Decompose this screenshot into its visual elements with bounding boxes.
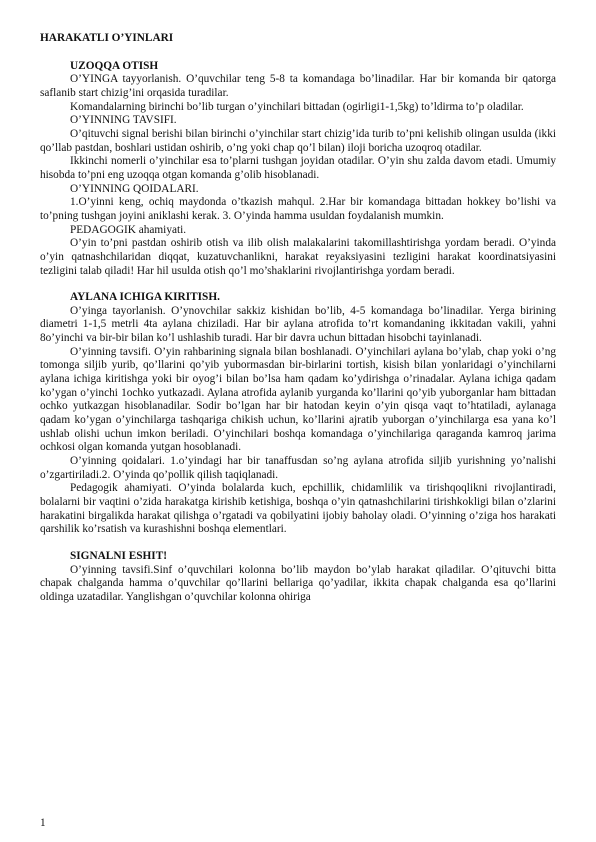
paragraph-heading: PEDAGOGIK ahamiyati. — [70, 223, 187, 236]
paragraph-heading: O’YINNING QOIDALARI. — [70, 182, 199, 195]
paragraph: 1.O’yinni keng, ochiq maydonda o’tkazish mahqul. 2.Har bir komandaga bittadan hokkey bo’lishi va to’pning tushgan joyini aniklashi kerak. 3. O’yinda hamma usuldan foydalanish mumkin. — [40, 196, 556, 222]
paragraph: O’yinning qoidalari. 1.o’yindagi har bir tanaffusdan so’ng aylana atrofida siljib yurishning yo’nalishi o’zgartiriladi.2. O’yinda qo’pollik qilish taqiqlanadi. — [40, 455, 556, 481]
section-aylana-ichiga-kiritish — [40, 291, 556, 537]
page-number: 1 — [40, 817, 46, 829]
section-title: SIGNALNI ESHIT! — [70, 549, 167, 562]
paragraph-heading: O’YINNING TAVSIFI. — [70, 114, 177, 127]
paragraph: Ikkinchi nomerli o’yinchilar esa to’plarni tushgan joyidan otadilar. O’yin shu zalda davom etadi. Umumiy hisobda to’pni eng uzoqqa otgan komanda g’olib hisoblanadi. — [40, 155, 556, 181]
section-signalni-eshit — [40, 550, 556, 605]
paragraph: O’yinning tavsifi.Sinf o’quvchilari kolonna bo’lib maydon bo’ylab harakat qiladilar. O’qituvchi bitta chapak chalganda hamma o’quvchilar qo’llarini bellariga qo’yadilar, ikkita chapak chalganda esa qo’llarini oldinga uzatadilar. Yanglishgan o’quvchilar kolonna ohiriga — [40, 563, 556, 603]
paragraph: O’qituvchi signal berishi bilan birinchi o’yinchilar start chizig’ida turib to’pni kelishib olingan usulda (ikki qo’llab pastdan, boshlari ustidan oshirib, o’ng yoki chap qo’l bilan) iloji boricha uzoqroq otadilar. — [40, 127, 556, 154]
paragraph: O’YINGA tayyorlanish. O’quvchilar teng 5-8 ta komandaga bo’linadilar. Har bir komanda bir qatorga saflanib start chizig’ini orqasida turadilar. — [40, 73, 556, 99]
document-title: HARAKATLI O’YINLARI — [40, 32, 174, 44]
section-uzoqqa-otish — [40, 60, 556, 279]
paragraph: O’yinning tavsifi. O’yin rahbarining signala bilan boshlanadi. O’yinchilari aylana bo’ylab, chap yoki o’ng tomonga siljib yurib, qo’llarini qo’yib yubormasdan bir-birlarini tortish, kisish bilan yonlaridagi o’yinchilarni aylana ichiga kiritishga yoki bir oyog’i bilan bo’lsa ham qadam ko’ydirishga o’rinadalar. Aylana ichiga qadam ko’ygan o’yinchi 1ochko yutkazadi. Aylana atrofida aylanib yurganda ko’llarini qo’yib yuborganlar ham bittadan ochko yutkazgan hisoblanadilar. Sodir bo’lgan har bir hatodan keyin o’yin qisqa vaqt to’htatiladi, aylanaga qadam ko’ygan o’yinchilarga tashqariga chikish uchun, ko’llarini ajratib yuborgan o’yinchilarga esa yana ko’l ushlab olishi uchun imkon beriladi. O’yinchilari boshqa komandaga o’yinchilariga qaraganda kamroq jarima ochkosi olgan komanda yutgan hosoblanadi. — [40, 345, 556, 454]
paragraph: Pedagogik ahamiyati. O’yinda bolalarda kuch, epchillik, chidamlilik va tirishqoqlikni rivojlantiradi, bolalarni bir vaqtini o’zida harakatga kirishib ketishiga, boshqa o’yin qatnashchilarini tirishkokligi bilan o’zlarini harakatini birgalikda harakat qilishga o’rgatadi va qobilyatini ijobiy baholay oladi. O’yinning o’ziga hos harakati qarshilik ko’rsatish va kurashishni boshqa elementlari. — [40, 482, 556, 536]
paragraph: Komandalarning birinchi bo’lib turgan o’yinchilari bittadan (ogirligi1-1,5kg) to’ldirma to’p oladilar. — [70, 100, 524, 113]
paragraph: O’yin to’pni pastdan oshirib otish va ilib olish malakalarini takomillashtirishga yordam beradi. O’yinda o’yin qatnashchilaridan diqqat, kuzatuvchanlikni, harakat reyaksiyasini tezligini harakat koordinatsiyasini tezligini talab qiladi! Har hil usulda otish qo’l mo’shaklarini rivojlantirishga yordam beradi. — [40, 237, 556, 277]
section-title: AYLANA ICHIGA KIRITISH. — [70, 291, 220, 304]
paragraph: O’yinga tayorlanish. O’ynovchilar sakkiz kishidan bo’lib, 4-5 komandaga bo’linadilar. Yerga birining diametri 1-1,5 metrli 4ta aylana chiziladi. Har bir aylana atrofida to’rt komandaning ikkitadan vakili, yahni 8o’yinchi va bir-bir bilan ko’l ushlashib turadi. Har bir davra uchun bittadan hisobchi tayinlanadi. — [40, 304, 556, 345]
section-title: UZOQQA OTISH — [70, 59, 159, 72]
